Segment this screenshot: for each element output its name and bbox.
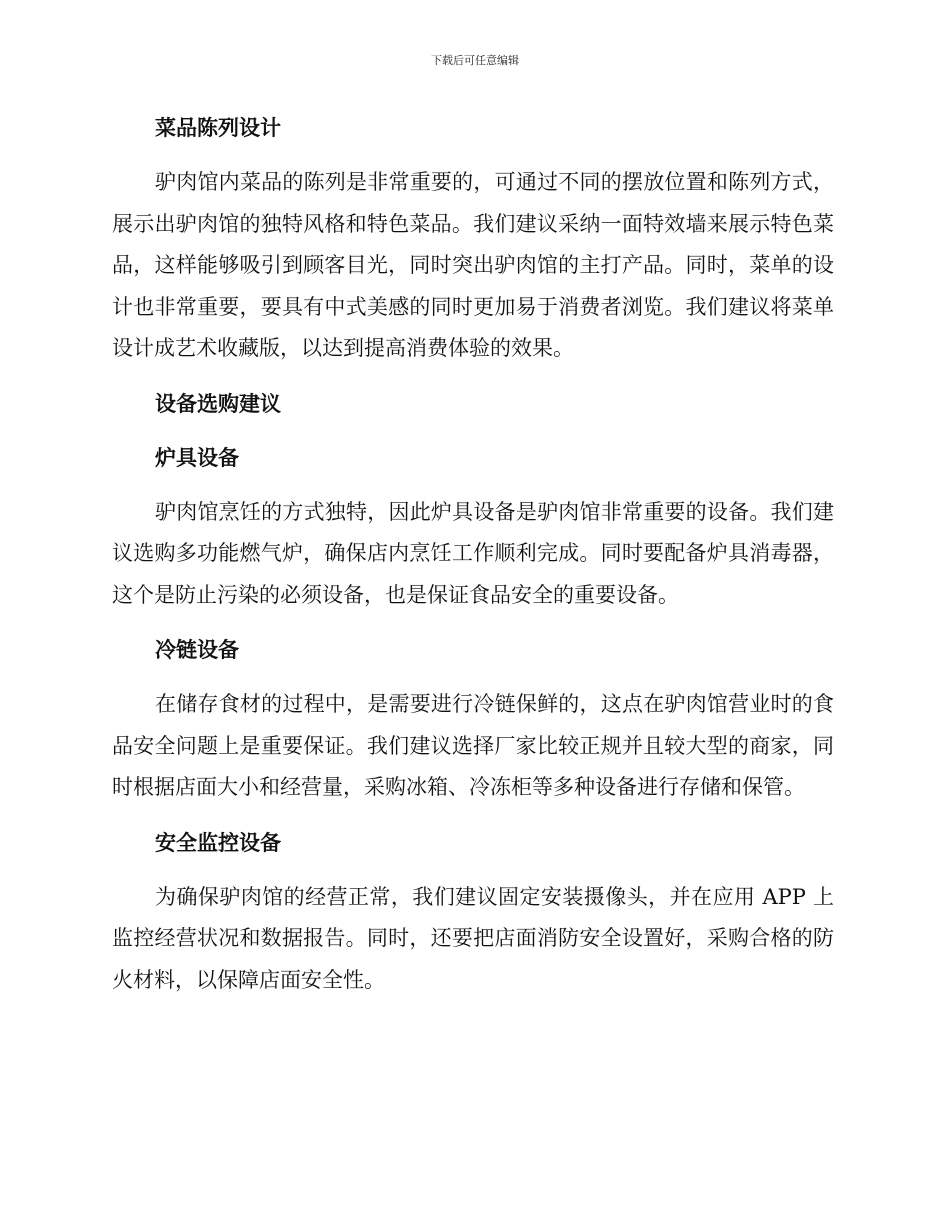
section-paragraph-stove-equipment: 驴肉馆烹饪的方式独特，因此炉具设备是驴肉馆非常重要的设备。我们建议选购多功能燃气炉，确保店内烹饪工作顺利完成。同时要配备炉具消毒器，这个是防止污染的必须设备，也是保证食品安全的重要设备。	[112, 499, 834, 607]
section-heading-equipment-advice: 设备选购建议	[155, 390, 281, 416]
section-heading-security-monitoring: 安全监控设备	[155, 829, 281, 855]
section-heading-stove-equipment: 炉具设备	[155, 444, 239, 470]
section-paragraph-security-monitoring: 为确保驴肉馆的经营正常，我们建议固定安装摄像头，并在应用 APP 上监控经营状况和数据报告。同时，还要把店面消防安全设置好，采购合格的防火材料，以保障店面安全性。	[112, 884, 834, 992]
section-paragraph-cold-chain: 在储存食材的过程中，是需要进行冷链保鲜的，这点在驴肉馆营业时的食品安全问题上是重要保证。我们建议选择厂家比较正规并且较大型的商家，同时根据店面大小和经营量，采购冰箱、冷冻柜等多种设备进行存储和保管。	[112, 692, 834, 799]
document-body	[112, 108, 834, 1015]
section-paragraph-menu-display: 驴肉馆内菜品的陈列是非常重要的，可通过不同的摆放位置和陈列方式，展示出驴肉馆的独特风格和特色菜品。我们建议采纳一面特效墙来展示特色菜品，这样能够吸引到顾客目光，同时突出驴肉馆的主打产品。同时，菜单的设计也非常重要，要具有中式美感的同时更加易于消费者浏览。我们建议将菜单设计成艺术收藏版，以达到提高消费体验的效果。	[112, 170, 834, 360]
section-heading-cold-chain: 冷链设备	[155, 637, 239, 662]
page-header-note: 下载后可任意编辑	[431, 54, 519, 67]
section-heading-menu-display: 菜品陈列设计	[155, 115, 281, 140]
